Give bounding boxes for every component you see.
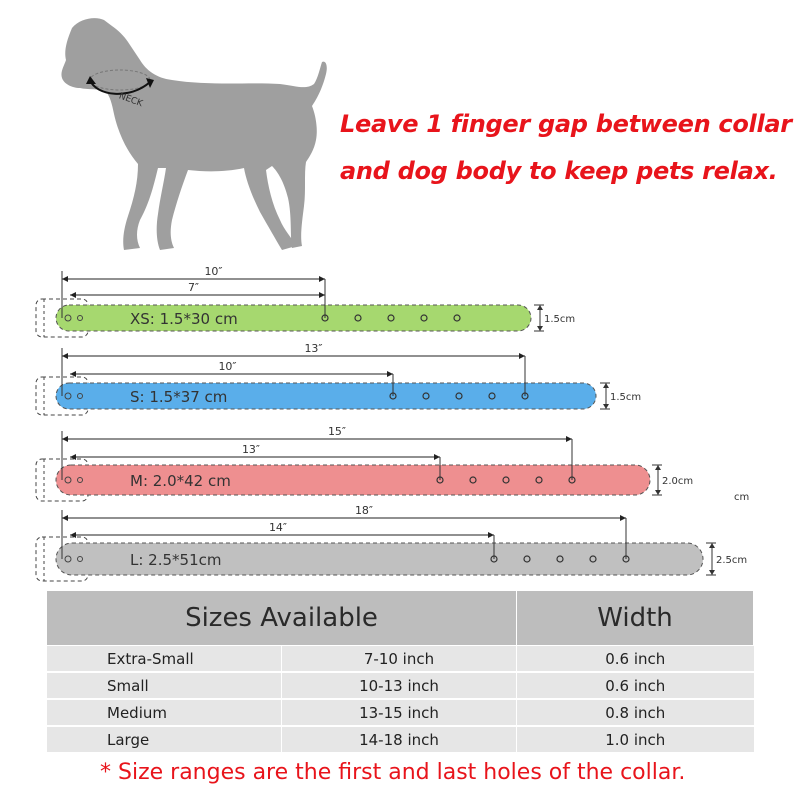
row-size: Medium [47,699,282,726]
header-sizes-available: Sizes Available [47,591,517,646]
collar-xs-label: XS: 1.5*30 cm [130,310,238,328]
table-row [47,672,754,699]
row-size: Small [47,672,282,699]
collar-s-width-head-top [603,383,609,388]
collar-m-inner-dim-head-right [434,454,440,460]
collar-s-width-label: 1.5cm [610,392,642,403]
row-range: 14-18 inch [282,726,517,753]
collar-m-outer-dim-head-left [62,436,68,442]
collar-xs-width-head-bottom [537,326,543,331]
collar-l-width-head-bottom [709,570,715,575]
row-width: 0.6 inch [517,672,754,699]
collar-l-width-label: 2.5cm [716,555,748,566]
row-size: Large [47,726,282,753]
collar-xs-inner-label: 7″ [187,281,200,294]
collar-m-label: M: 2.0*42 cm [130,472,231,490]
collar-m-outer-dim-head-right [566,436,572,442]
row-range: 7-10 inch [282,646,517,673]
collar-s-inner-dim-head-right [387,371,393,377]
collar-xs-outer-label: 10″ [204,265,223,278]
table-row [47,699,754,726]
table-row [47,646,754,673]
collar-l-outer-dim-head-left [62,515,68,521]
row-width: 1.0 inch [517,726,754,753]
collar-l-inner-dim-head-right [488,532,494,538]
row-size: Extra-Small [47,646,282,673]
collar-size-diagrams [0,260,800,590]
collar-l-label: L: 2.5*51cm [130,551,222,569]
row-width: 0.6 inch [517,646,754,673]
collar-m-inner-label: 13″ [241,443,261,456]
row-range: 10-13 inch [282,672,517,699]
collar-s-label: S: 1.5*37 cm [130,388,228,406]
row-range: 13-15 inch [282,699,517,726]
table-header-row [47,591,754,646]
collar-m-width-label: 2.0cm [662,476,694,487]
collar-m-width-head-top [655,465,661,470]
collar-m-outer-label: 15″ [327,425,347,438]
collar-xs-inner-dim-head-left [70,292,76,298]
collar-xs-width-head-top [537,305,543,310]
size-table [46,590,754,754]
collar-xs-outer-dim-head-right [319,276,325,282]
collar-s-outer-dim-head-right [519,353,525,359]
collar-s-inner-label: 10″ [218,360,237,373]
row-width: 0.8 inch [517,699,754,726]
collar-s-outer-label: 13″ [304,342,323,355]
header-width: Width [517,591,754,646]
collar-xs-width-label: 1.5cm [544,314,576,325]
unit-label: cm [734,492,750,503]
dog-body [61,18,326,250]
collar-xs-inner-dim-head-right [319,292,325,298]
collar-l-width-head-top [709,543,715,548]
collar-l-inner-label: 14″ [268,521,288,534]
dog-silhouette [55,12,345,262]
collar-xs-outer-dim-head-left [62,276,68,282]
collar-l-outer-dim-head-right [620,515,626,521]
collar-s-outer-dim-head-left [62,353,68,359]
collar-s-inner-dim-head-left [70,371,76,377]
collar-s-width-head-bottom [603,404,609,409]
collar-m-width-head-bottom [655,490,661,495]
tip-line-2: and dog body to keep pets relax. [340,157,778,185]
table-row [47,726,754,753]
collar-l-outer-label: 18″ [354,504,374,517]
tip-line-1: Leave 1 finger gap between collar [340,110,792,138]
neck-label: NECK [117,91,144,110]
footnote: * Size ranges are the first and last holes of the collar. [100,760,686,785]
